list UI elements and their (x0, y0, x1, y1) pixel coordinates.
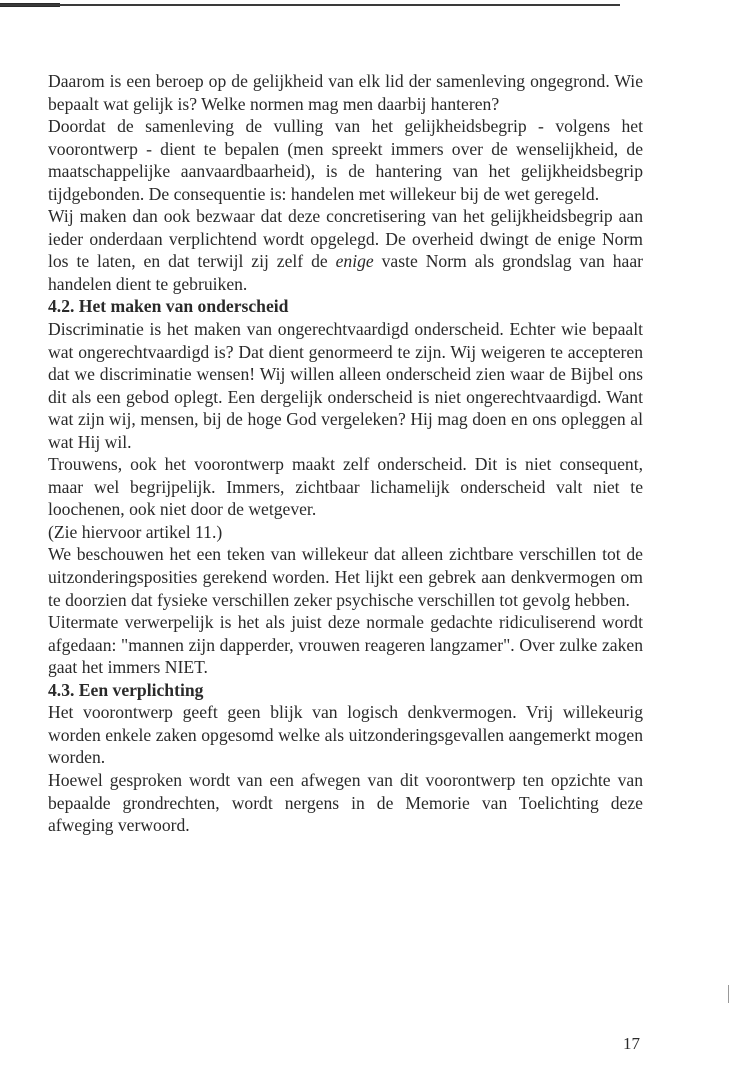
section-heading-4-2: 4.2. Het maken van onderscheid (48, 296, 289, 317)
page-number: 17 (623, 1034, 640, 1053)
paragraph-intro-3 (48, 205, 643, 295)
margin-mark (728, 985, 729, 1003)
emphasis-enige: enige (335, 251, 374, 272)
paragraph-intro-3-part-2: vaste Norm als grondslag van haar handelen dient te gebruiken. (48, 251, 643, 294)
paragraph-4-3-2: Hoewel gesproken wordt van een afwegen van dit voorontwerp ten opzichte van bepaalde grondrechten, wordt nergens in de Memorie van Toelichting deze afweging verwoord. (48, 769, 643, 836)
section-heading-4-3: 4.3. Een verplichting (48, 679, 204, 700)
paragraph-intro-1: Daarom is een beroep op de gelijkheid van elk lid der samenleving ongegrond. Wie bepaalt wat gelijk is? Welke normen mag men daarbij hanteren? (48, 71, 643, 114)
top-rule (0, 4, 620, 6)
paragraph-4-2-4: We beschouwen het een teken van willekeur dat alleen zichtbare verschillen tot de uitzonderingsposities gerekend worden. Het lijkt een gebrek aan denkvermogen om te doorzien dat fysieke verschillen zeker psychische verschillen tot gevolg hebben. (48, 544, 643, 610)
paragraph-4-2-2: Trouwens, ook het voorontwerp maakt zelf onderscheid. Dit is niet consequent, maar wel begrijpelijk. Immers, zichtbaar lichamelijk onderscheid valt niet te loochenen, ook niet door de wetgever. (48, 454, 643, 520)
paragraph-intro-2: Doordat de samenleving de vulling van het gelijkheidsbegrip - volgens het voorontwerp - dient te bepalen (men spreekt immers over de wenselijkheid, de maatschappelijke aanvaardbaarheid), is de hantering van het gelijkheidsbegrip tijdgebonden. De consequentie is: handelen met willekeur bij de wet geregeld. (48, 116, 643, 204)
paragraph-4-3-1: Het voorontwerp geeft geen blijk van logisch denkvermogen. Vrij willekeurig worden enkele zaken opgesomd welke als uitzonderingsgevallen aangemerkt mogen worden. (48, 702, 643, 768)
page-body (48, 70, 643, 837)
paragraph-4-2-5: Uitermate verwerpelijk is het als juist deze normale gedachte ridiculiserend wordt afgedaan: "mannen zijn dapperder, vrouwen reageren langzamer". Over zulke zaken gaat het immers NIET. (48, 612, 643, 678)
paragraph-4-2-3: (Zie hiervoor artikel 11.) (48, 521, 223, 542)
paragraph-4-2-1: Discriminatie is het maken van ongerechtvaardigd onderscheid. Echter wie bepaalt wat ongerechtvaardigd is? Dat dient genormeerd te zijn. Wij weigeren te accepteren dat we discriminatie wensen! Wij willen alleen onderscheid zien waar de Bijbel ons dit als een gebod oplegt. Een dergelijk onderscheid is niet ongerechtvaardigd. Want wat zijn wij, mensen, bij de hoge God vergeleken? Hij mag doen en ons opleggen al wat Hij wil. (48, 319, 643, 452)
paragraph-intro-3-part-1: Wij maken dan ook bezwaar dat deze concretisering van het gelijkheidsbegrip aan ieder onderdaan verplichtend wordt opgelegd. De overheid dwingt de enige Norm los te laten, en dat terwijl zij zelf de (48, 206, 643, 272)
